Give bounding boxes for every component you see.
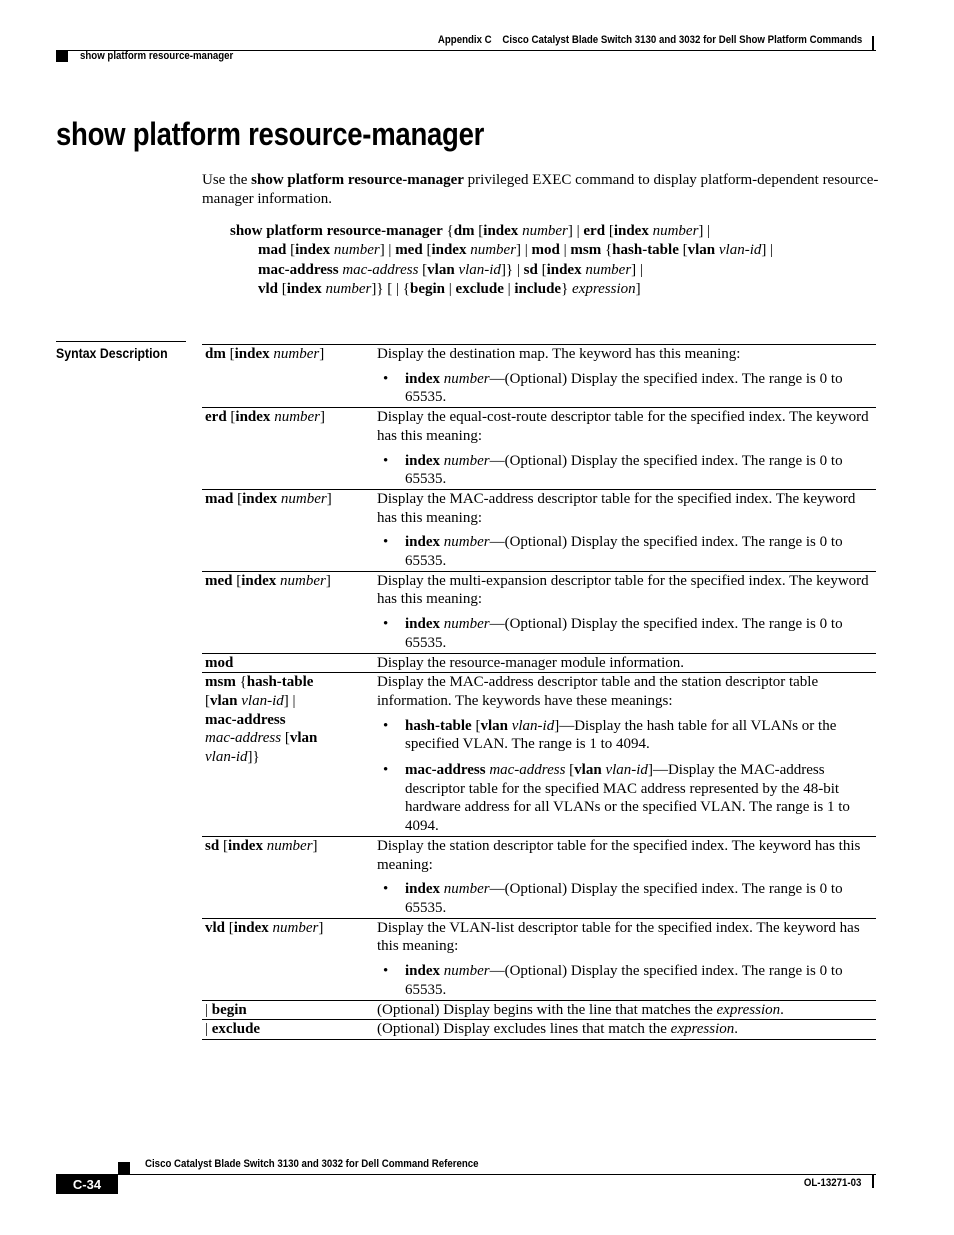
description-text: Display the destination map. The keyword has this meaning: <box>377 346 741 362</box>
footer-rule <box>118 1174 876 1175</box>
table-row <box>202 918 876 1000</box>
table-row <box>202 345 876 408</box>
list-item: • index number—(Optional) Display the specified index. The range is 0 to 65535. <box>377 962 876 999</box>
syntax-description-table <box>202 344 876 1040</box>
description-cell <box>374 653 876 673</box>
keyword-cell: dm [index number] <box>205 346 325 362</box>
bullet-list <box>377 533 876 570</box>
keyword-cell: sd [index number] <box>205 837 318 854</box>
running-header <box>438 34 862 46</box>
list-item: • index number—(Optional) Display the specified index. The range is 0 to 65535. <box>377 533 876 570</box>
chapter-title: Cisco Catalyst Blade Switch 3130 and 3032 for Dell Show Platform Commands <box>502 34 862 46</box>
table-row <box>202 408 876 490</box>
keyword-cell: mod <box>205 654 234 671</box>
syntax-description-label: Syntax Description <box>56 345 168 361</box>
description-text: Display the equal-cost-route descriptor table for the specified index. The keyword has this meaning: <box>377 409 869 444</box>
keyword-cell: vld [index number] <box>205 919 324 936</box>
description-cell: (Optional) Display excludes lines that match the expression. <box>377 1021 739 1038</box>
bullet-list <box>377 962 876 999</box>
description-cell <box>374 345 876 408</box>
description-cell <box>374 408 876 490</box>
bullet-list <box>377 615 876 652</box>
appendix-label: Appendix C <box>437 34 492 46</box>
description-cell <box>374 673 876 837</box>
bullet-list <box>377 880 876 917</box>
table-row <box>202 1020 876 1040</box>
table-row <box>202 673 876 837</box>
description-text: Display the VLAN-list descriptor table for the specified index. The keyword has this meaning: <box>377 919 860 955</box>
keyword-cell: msm {hash-table [vlan vlan-id] | mac-address mac-address [vlan vlan-id]} <box>205 674 318 766</box>
intro-pre: Use the <box>202 172 252 188</box>
description-cell <box>374 836 876 918</box>
footer-rule-tick <box>872 1175 874 1188</box>
syntax-line-1: show platform resource-manager {dm [index number] | erd [index number] | <box>230 223 711 239</box>
table-row <box>202 489 876 571</box>
description-cell <box>374 918 876 1000</box>
bullet-list <box>377 370 876 407</box>
section-rule <box>56 341 186 342</box>
footer-marker <box>118 1162 130 1174</box>
description-cell <box>374 571 876 653</box>
keyword-cell: med [index number] <box>205 572 331 589</box>
list-item: • index number—(Optional) Display the specified index. The range is 0 to 65535. <box>377 880 876 917</box>
keyword-cell: erd [index number] <box>205 409 326 426</box>
description-cell: (Optional) Display begins with the line that matches the expression. <box>377 1001 784 1018</box>
keyword-cell: | begin <box>205 1001 247 1018</box>
intro-paragraph <box>202 171 882 209</box>
syntax-line-2: mad [index number] | med [index number] | mod | msm {hash-table [vlan vlan-id] | <box>258 242 774 259</box>
list-item: • mac-address mac-address [vlan vlan-id]—Display the MAC-address descriptor table for the specified MAC address represented by the 48-bit hardware address for all VLANs or the specified VLAN. The range is 1 to 4094. <box>377 761 876 836</box>
list-item: • index number—(Optional) Display the specified index. The range is 0 to 65535. <box>377 452 876 489</box>
table-row <box>202 836 876 918</box>
keyword-cell: | exclude <box>205 1021 261 1038</box>
bullet-list <box>377 452 876 489</box>
command-syntax <box>230 222 880 299</box>
keyword-cell: mad [index number] <box>205 490 332 507</box>
description-cell <box>374 489 876 571</box>
syntax-line-3: mac-address mac-address [vlan vlan-id]} | sd [index number] | <box>258 261 643 278</box>
description-text: Display the multi-expansion descriptor table for the specified index. The keyword has this meaning: <box>377 572 869 608</box>
intro-command: show platform resource-manager <box>251 172 464 188</box>
table-row <box>202 571 876 653</box>
list-item: • index number—(Optional) Display the specified index. The range is 0 to 65535. <box>377 370 876 407</box>
list-item: • hash-table [vlan vlan-id]—Display the hash table for all VLANs or the specified VLAN. The range is 1 to 4094. <box>377 717 876 754</box>
list-item: • index number—(Optional) Display the specified index. The range is 0 to 65535. <box>377 615 876 652</box>
description-text: Display the resource-manager module information. <box>377 654 684 671</box>
description-text: Display the MAC-address descriptor table and the station descriptor table information. The keywords have these meanings: <box>377 674 819 709</box>
table-row <box>202 1000 876 1020</box>
page-title: show platform resource-manager <box>56 116 485 152</box>
intro-post: privileged EXEC command to display platform-dependent resource-manager information. <box>202 172 879 207</box>
description-text: Display the station descriptor table for the specified index. The keyword has this meaning: <box>377 837 861 873</box>
footer-doc-number: OL-13271-03 <box>803 1177 861 1189</box>
description-text: Display the MAC-address descriptor table for the specified index. The keyword has this meaning: <box>377 490 856 526</box>
page-number: C-34 <box>56 1174 118 1194</box>
header-marker <box>56 51 68 62</box>
header-rule-tick <box>872 36 874 51</box>
bullet-list <box>377 717 876 836</box>
table-row <box>202 653 876 673</box>
syntax-line-4: vld [index number]} [ | {begin | exclude | include} expression] <box>258 280 641 297</box>
header-section: show platform resource-manager <box>80 50 234 62</box>
footer-book-title: Cisco Catalyst Blade Switch 3130 and 3032 for Dell Command Reference <box>145 1158 479 1170</box>
